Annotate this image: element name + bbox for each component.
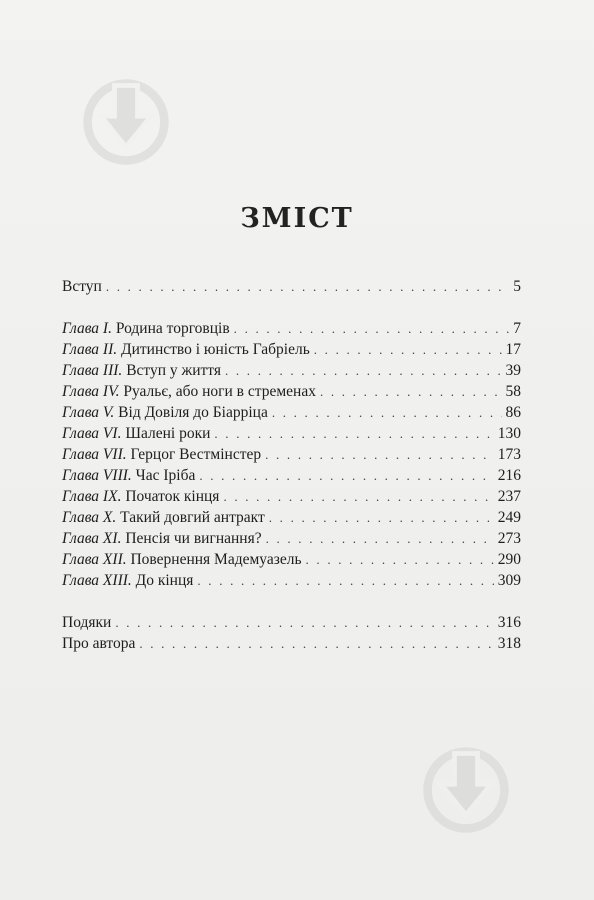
dot-leader — [234, 318, 510, 339]
entry-label — [62, 549, 302, 570]
chapter-prefix: Глава V. — [62, 404, 115, 421]
dot-leader — [269, 507, 494, 528]
chapter-title: Дитинство і юність Габріель — [121, 341, 310, 358]
chapter-title: До кінця — [135, 572, 194, 589]
entry-label — [62, 360, 221, 381]
toc-entry-intro[interactable] — [62, 276, 521, 297]
chapter-title: Руальє, або ноги в стременах — [123, 383, 316, 400]
page-number: 290 — [497, 551, 521, 568]
chapter-prefix: Глава I. — [62, 320, 112, 337]
page-number: 318 — [497, 635, 521, 652]
chapter-title: Такий довгий антракт — [120, 509, 265, 526]
chapter-title: Повернення Мадемуазель — [130, 551, 302, 568]
chapter-prefix: Глава XII. — [62, 551, 127, 568]
toc-entry-chapter-1[interactable] — [62, 318, 521, 339]
chapter-prefix: Глава VII. — [62, 446, 127, 463]
dot-leader — [223, 486, 493, 507]
chapter-prefix: Глава IV. — [62, 383, 120, 400]
chapter-title: Початок кінця — [125, 488, 220, 505]
toc-entry-chapter-7[interactable] — [62, 444, 521, 465]
page-number: 130 — [497, 425, 521, 442]
entry-label — [62, 339, 310, 360]
toc-entry-chapter-5[interactable] — [62, 402, 521, 423]
dot-leader — [306, 549, 494, 570]
page-number: 237 — [497, 488, 521, 505]
entry-label — [62, 381, 316, 402]
page-number: 316 — [497, 614, 521, 631]
entry-label — [62, 465, 195, 486]
dot-leader — [266, 528, 494, 549]
toc-entry-chapter-3[interactable] — [62, 360, 521, 381]
chapter-title: Час Ірібa — [135, 467, 196, 484]
chapter-title: Пенсія чи вигнання? — [125, 530, 262, 547]
dot-leader — [139, 633, 493, 654]
page-number: 173 — [497, 446, 521, 463]
page-number: 39 — [505, 362, 521, 379]
chapter-prefix: Глава XI. — [62, 530, 122, 547]
page-number: 58 — [505, 383, 521, 400]
chapter-prefix: Глава XIII. — [62, 572, 132, 589]
entry-label: Вступ — [62, 278, 102, 295]
dot-leader — [225, 360, 502, 381]
entry-label — [62, 402, 268, 423]
entry-label — [62, 318, 230, 339]
toc-entry-chapter-11[interactable] — [62, 528, 521, 549]
chapter-title: Родина торговців — [115, 320, 230, 337]
dot-leader — [272, 402, 502, 423]
page-number: 309 — [497, 572, 521, 589]
dot-leader — [197, 570, 493, 591]
dot-leader — [314, 339, 502, 360]
toc-entry-chapter-6[interactable] — [62, 423, 521, 444]
page-number: 17 — [505, 341, 521, 358]
download-arrow-icon — [78, 74, 174, 170]
entry-label — [62, 570, 193, 591]
toc-entry-chapter-2[interactable] — [62, 339, 521, 360]
entry-label: Подяки — [62, 614, 112, 631]
dot-leader — [265, 444, 494, 465]
toc-entry-chapter-9[interactable] — [62, 486, 521, 507]
chapter-title: Шалені роки — [125, 425, 211, 442]
chapter-title: Герцог Вестмінстер — [130, 446, 262, 463]
chapter-prefix: Глава VI. — [62, 425, 122, 442]
entry-label — [62, 507, 265, 528]
chapter-prefix: Глава II. — [62, 341, 118, 358]
page-number: 7 — [513, 320, 521, 337]
entry-label — [62, 423, 210, 444]
dot-leader — [320, 381, 502, 402]
entry-label — [62, 444, 261, 465]
toc-entry-chapter-4[interactable] — [62, 381, 521, 402]
dot-leader — [214, 423, 493, 444]
entry-label: Про автора — [62, 635, 136, 652]
chapter-prefix: Глава III. — [62, 362, 123, 379]
page-number: 216 — [497, 467, 521, 484]
toc-entry-chapter-12[interactable] — [62, 549, 521, 570]
entry-label — [62, 486, 219, 507]
chapter-prefix: Глава IX. — [62, 488, 122, 505]
page-number: 273 — [497, 530, 521, 547]
chapter-title: Вступ у життя — [126, 362, 221, 379]
chapter-prefix: Глава VIII. — [62, 467, 132, 484]
toc-entry-chapter-10[interactable] — [62, 507, 521, 528]
page-number: 249 — [497, 509, 521, 526]
dot-leader — [115, 612, 493, 633]
toc-entry-chapter-13[interactable] — [62, 570, 521, 591]
dot-leader — [106, 276, 509, 297]
toc-entry-about-author[interactable] — [62, 633, 521, 654]
chapter-prefix: Глава X. — [62, 509, 117, 526]
page-number: 86 — [505, 404, 521, 421]
toc-entry-acknowledgements[interactable] — [62, 612, 521, 633]
toc-entry-chapter-8[interactable] — [62, 465, 521, 486]
entry-label — [62, 528, 262, 549]
page-number: 5 — [513, 278, 521, 295]
dot-leader — [199, 465, 493, 486]
download-arrow-icon — [418, 742, 514, 838]
page-title: ЗМІСТ — [240, 203, 354, 234]
chapter-title: Від Довіля до Біарріца — [118, 404, 268, 421]
